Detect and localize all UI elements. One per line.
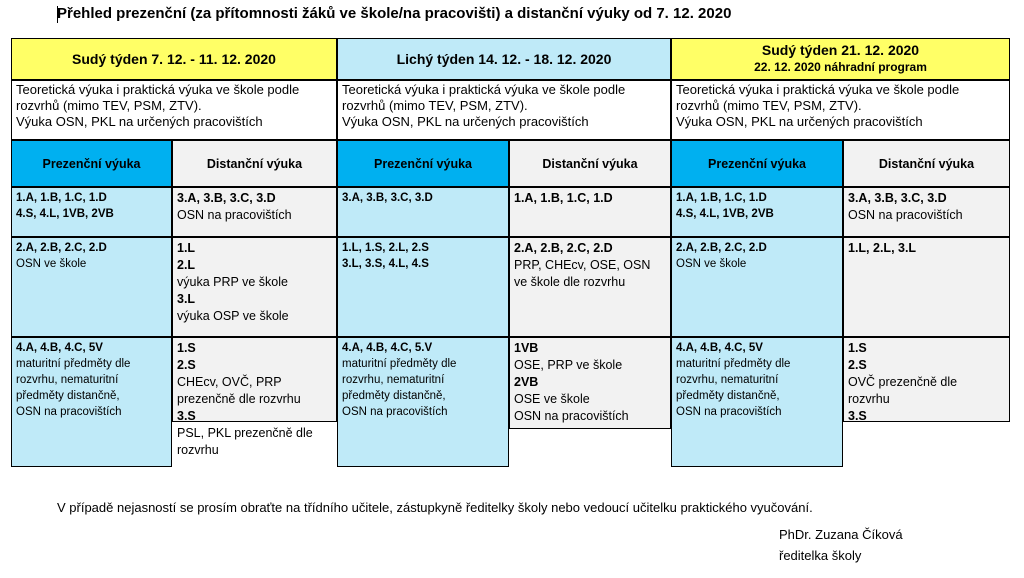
cell-note: OSN ve škole xyxy=(16,258,87,270)
schedule-cell xyxy=(337,337,509,467)
class-list: 2.A, 2.B, 2.C, 2.D xyxy=(16,242,107,254)
col-header-label: Prezenční výuka xyxy=(42,156,141,171)
cell-note: předměty distančně, xyxy=(16,390,120,402)
cell-note: maturitní předměty dle xyxy=(676,358,791,370)
cell-note: předměty distančně, xyxy=(676,390,780,402)
class-list: 2VB xyxy=(514,375,539,389)
col-header-label: Prezenční výuka xyxy=(708,156,806,171)
class-list: 1.L, 1.S, 2.L, 2.S xyxy=(342,242,429,254)
intro-line: Teoretická výuka i praktická výuka ve škole podle xyxy=(16,82,300,97)
class-list: 2.L xyxy=(177,258,196,272)
col-header-presence xyxy=(337,140,509,187)
page-title: Přehled prezenční (za přítomnosti žáků ve škole/na pracovišti) a distanční výuky od 7. 12. 2020 xyxy=(57,5,732,22)
class-list: 3.A, 3.B, 3.C, 3.D xyxy=(342,192,433,204)
week-title: Lichý týden 14. 12. - 18. 12. 2020 xyxy=(396,50,612,67)
cell-note: CHEcv, OVČ, PRP xyxy=(177,375,282,389)
col-header-label: Prezenční výuka xyxy=(374,156,472,171)
intro-line: rozvrhů (mimo TEV, PSM, ZTV). xyxy=(16,98,202,113)
schedule-cell xyxy=(843,187,1010,237)
week-subtitle: 22. 12. 2020 náhradní program xyxy=(754,60,927,74)
class-list: 3.S xyxy=(848,409,867,423)
cell-note: OSN na pracovištích xyxy=(514,409,629,423)
class-list: 3.S xyxy=(177,409,196,423)
class-list: 2.S xyxy=(848,358,867,372)
cell-note: ve škole dle rozvrhu xyxy=(514,275,626,289)
class-list: 1.S xyxy=(177,341,196,355)
class-list: 4.S, 4.L, 1VB, 2VB xyxy=(676,208,774,220)
week-header xyxy=(11,38,337,80)
class-list: 4.A, 4.B, 4.C, 5V xyxy=(16,342,103,354)
cell-note: rozvrhu xyxy=(848,392,890,406)
cell-note: PRP, CHEcv, OSE, OSN xyxy=(514,258,651,272)
week-header xyxy=(337,38,671,80)
schedule-cell xyxy=(671,237,843,337)
cell-note: rozvrhu, nematuritní xyxy=(16,374,119,386)
cell-note: OSN na pracovištích xyxy=(676,406,782,418)
schedule-cell xyxy=(11,337,172,467)
week-intro xyxy=(671,80,1010,140)
week-intro xyxy=(337,80,671,140)
class-list: 2.S xyxy=(177,358,196,372)
cell-note: OSN na pracovištích xyxy=(848,208,963,222)
col-header-presence xyxy=(671,140,843,187)
cell-note: OSN ve škole xyxy=(676,258,747,270)
cell-note: výuka OSP ve škole xyxy=(177,309,289,323)
cell-note: OSE, PRP ve škole xyxy=(514,358,623,372)
col-header-label: Distanční výuka xyxy=(206,156,303,171)
col-header-label: Distanční výuka xyxy=(878,156,975,171)
col-header-label: Distanční výuka xyxy=(542,156,638,171)
cell-note: rozvrhu xyxy=(177,443,219,457)
class-list: 1.A, 1.B, 1.C, 1.D xyxy=(676,192,767,204)
week-title: Sudý týden 7. 12. - 11. 12. 2020 xyxy=(72,50,276,67)
intro-line: Výuka OSN, PKL na určených pracovištích xyxy=(676,114,923,129)
class-list: 3.L xyxy=(177,292,196,306)
cell-note: rozvrhu, nematuritní xyxy=(676,374,779,386)
intro-line: rozvrhů (mimo TEV, PSM, ZTV). xyxy=(342,98,528,113)
class-list: 4.S, 4.L, 1VB, 2VB xyxy=(16,208,114,220)
class-list: 1.L xyxy=(177,241,196,255)
class-list: 2.A, 2.B, 2.C, 2.D xyxy=(676,242,767,254)
cell-note: předměty distančně, xyxy=(342,390,446,402)
schedule-cell xyxy=(671,337,843,467)
schedule-cell xyxy=(509,237,671,337)
col-header-distance xyxy=(172,140,337,187)
schedule-cell xyxy=(337,237,509,337)
cell-note: maturitní předměty dle xyxy=(16,358,131,370)
cell-note: OSE ve škole xyxy=(514,392,590,406)
schedule-cell xyxy=(172,237,337,337)
cell-note: výuka PRP ve škole xyxy=(177,275,288,289)
class-list: 3.A, 3.B, 3.C, 3.D xyxy=(177,191,276,205)
week-intro xyxy=(11,80,337,140)
schedule-cell xyxy=(172,337,337,457)
class-list: 1VB xyxy=(514,341,539,355)
schedule-cell xyxy=(843,237,1010,337)
cell-note: OSN na pracovištích xyxy=(16,406,122,418)
schedule-cell xyxy=(843,337,1010,422)
schedule-cell xyxy=(509,337,671,429)
cell-note: maturitní předměty dle xyxy=(342,358,457,370)
class-list: 4.A, 4.B, 4.C, 5V xyxy=(676,342,763,354)
intro-line: Teoretická výuka i praktická výuka ve škole podle xyxy=(342,82,626,97)
class-list: 3.A, 3.B, 3.C, 3.D xyxy=(848,191,947,205)
class-list: 1.S xyxy=(848,341,867,355)
intro-line: rozvrhů (mimo TEV, PSM, ZTV). xyxy=(676,98,862,113)
cell-note: OSN na pracovištích xyxy=(342,406,448,418)
cell-note: prezenčně dle rozvrhu xyxy=(177,392,301,406)
col-header-distance xyxy=(509,140,671,187)
class-list: 3.L, 3.S, 4.L, 4.S xyxy=(342,258,429,270)
week-header xyxy=(671,38,1010,80)
schedule-cell xyxy=(11,237,172,337)
week-title: Sudý týden 21. 12. 2020 xyxy=(761,42,920,58)
class-list: 4.A, 4.B, 4.C, 5.V xyxy=(342,342,433,354)
schedule-cell xyxy=(337,187,509,237)
col-header-distance xyxy=(843,140,1010,187)
signature-role: ředitelka školy xyxy=(779,548,862,563)
intro-line: Výuka OSN, PKL na určených pracovištích xyxy=(342,114,589,129)
intro-line: Teoretická výuka i praktická výuka ve škole podle xyxy=(676,82,960,97)
intro-line: Výuka OSN, PKL na určených pracovištích xyxy=(16,114,263,129)
class-list: 1.A, 1.B, 1.C, 1.D xyxy=(514,191,613,205)
cell-note: OSN na pracovištích xyxy=(177,208,292,222)
class-list: 1.A, 1.B, 1.C, 1.D xyxy=(16,192,107,204)
schedule-cell xyxy=(11,187,172,237)
class-list: 2.A, 2.B, 2.C, 2.D xyxy=(514,241,613,255)
col-header-presence xyxy=(11,140,172,187)
cell-note: OVČ prezenčně dle xyxy=(848,375,958,389)
schedule-cell xyxy=(509,187,671,237)
schedule-cell xyxy=(172,187,337,237)
footer-note: V případě nejasností se prosím obraťte na třídního učitele, zástupkyně ředitelky školy nebo vedoucí učitelku praktického vyučování. xyxy=(57,500,813,515)
schedule-cell xyxy=(671,187,843,237)
class-list: 1.L, 2.L, 3.L xyxy=(848,241,917,255)
signature-name: PhDr. Zuzana Číková xyxy=(779,527,903,542)
cell-note: rozvrhu, nematuritní xyxy=(342,374,445,386)
cell-note: PSL, PKL prezenčně dle xyxy=(177,426,313,440)
